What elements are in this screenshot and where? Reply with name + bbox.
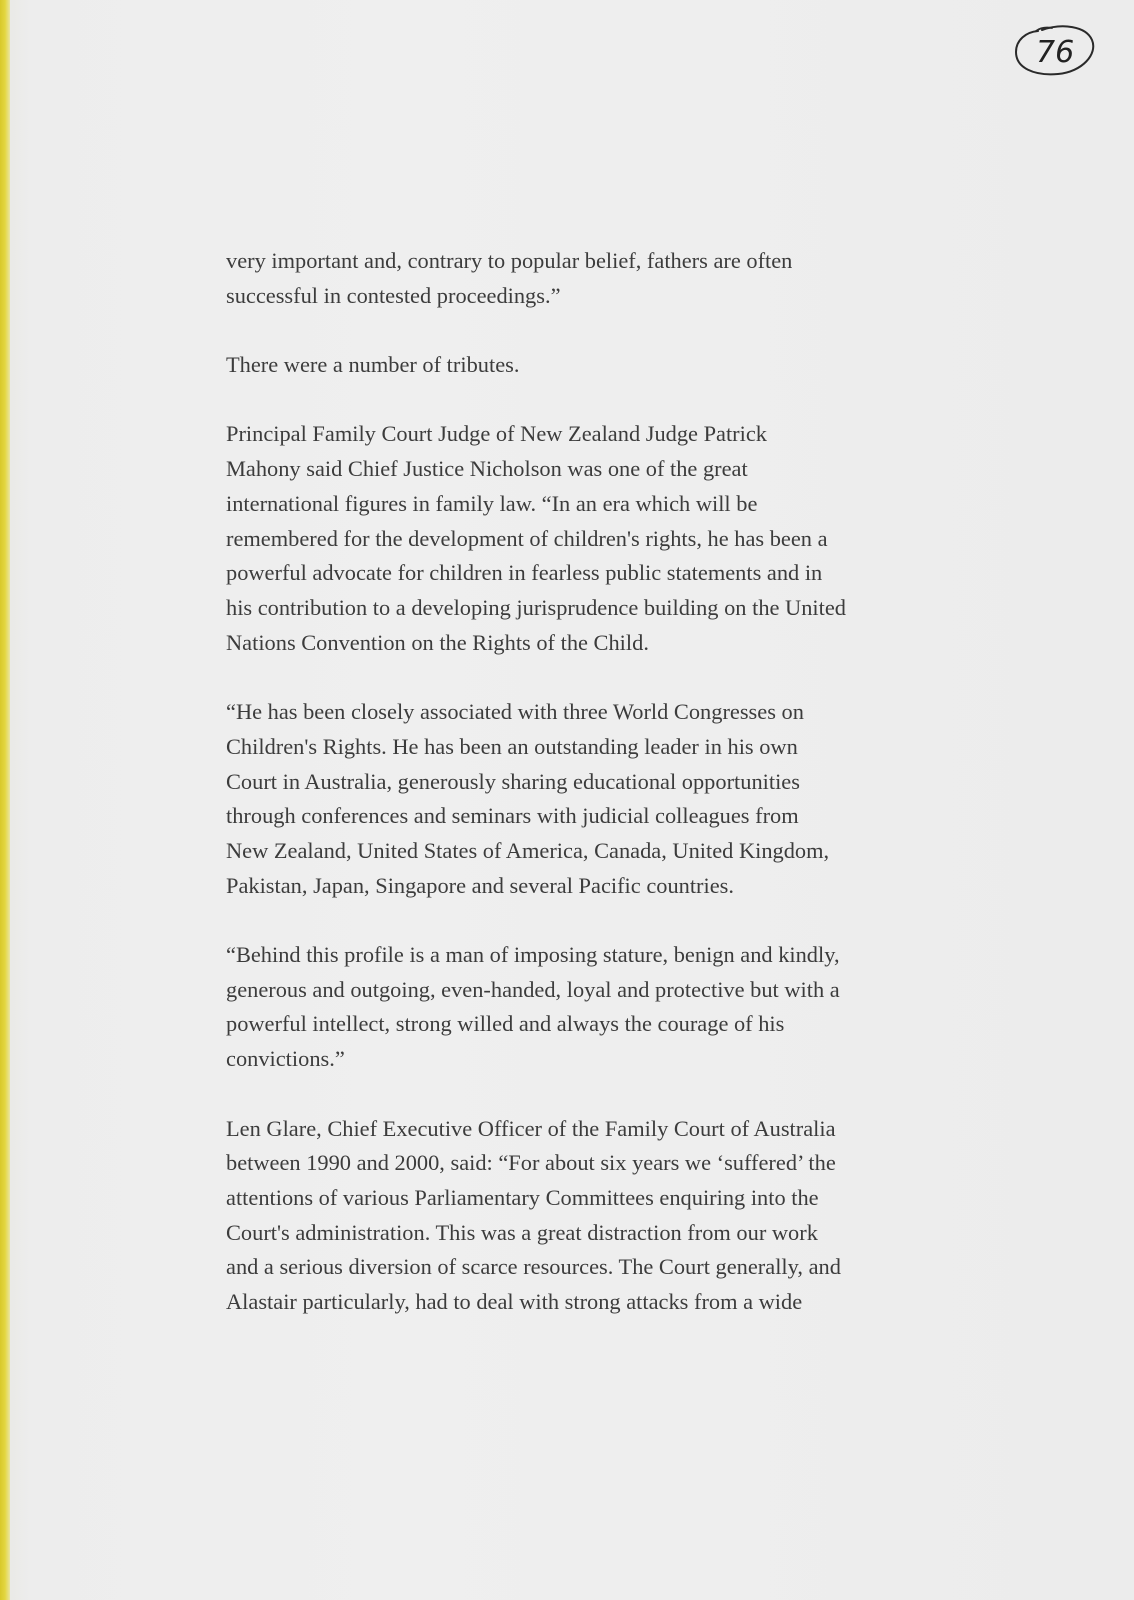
text-line: New Zealand, United States of America, Canada, United Kingdom, [226, 837, 830, 863]
text-line: Court's administration. This was a great distraction from our work [226, 1219, 818, 1245]
text-line: remembered for the development of children's rights, he has been a [226, 525, 828, 551]
paragraph [226, 1112, 926, 1320]
text-line: Children's Rights. He has been an outstanding leader in his own [226, 733, 798, 759]
paragraph [226, 695, 926, 903]
text-line: Mahony said Chief Justice Nicholson was one of the great [226, 456, 748, 482]
text-line: There were a number of tributes. [226, 352, 520, 378]
text-line: international figures in family law. “In an era which will be [226, 490, 758, 516]
text-line: convictions.” [226, 1046, 345, 1072]
paragraph [226, 938, 926, 1077]
text-line: his contribution to a developing jurisprudence building on the United [226, 595, 846, 620]
paragraph [226, 244, 926, 313]
handwritten-page-number [1012, 22, 1098, 82]
text-line: generous and outgoing, even-handed, loyal and protective but with a [226, 976, 840, 1002]
page-number-text: 76 [1036, 35, 1075, 70]
text-line: and a serious diversion of scarce resources. The Court generally, and [226, 1254, 841, 1280]
text-line: between 1990 and 2000, said: “For about six years we ‘suffered’ the [226, 1150, 836, 1176]
text-line: Pakistan, Japan, Singapore and several Pacific countries. [226, 872, 734, 898]
paragraph [226, 348, 926, 383]
paragraph [226, 417, 926, 660]
circled-page-number-icon [1012, 22, 1098, 82]
text-line: powerful intellect, strong willed and always the courage of his [226, 1011, 785, 1037]
text-line: Principal Family Court Judge of New Zealand Judge Patrick [226, 421, 767, 447]
text-line: “Behind this profile is a man of imposing stature, benign and kindly, [226, 942, 840, 967]
text-line: successful in contested proceedings.” [226, 282, 561, 308]
text-line: very important and, contrary to popular belief, fathers are often [226, 248, 793, 273]
text-line: Court in Australia, generously sharing educational opportunities [226, 768, 800, 794]
body-text [226, 244, 926, 1354]
text-line: powerful advocate for children in fearless public statements and in [226, 560, 823, 586]
text-line: Len Glare, Chief Executive Officer of the Family Court of Australia [226, 1115, 836, 1141]
text-line: through conferences and seminars with judicial colleagues from [226, 803, 799, 829]
text-line: attentions of various Parliamentary Committees enquiring into the [226, 1184, 819, 1210]
text-line: Nations Convention on the Rights of the Child. [226, 629, 649, 655]
yellow-page-edge [0, 0, 10, 1600]
text-line: Alastair particularly, had to deal with strong attacks from a wide [226, 1289, 803, 1315]
text-line: “He has been closely associated with three World Congresses on [226, 699, 804, 725]
